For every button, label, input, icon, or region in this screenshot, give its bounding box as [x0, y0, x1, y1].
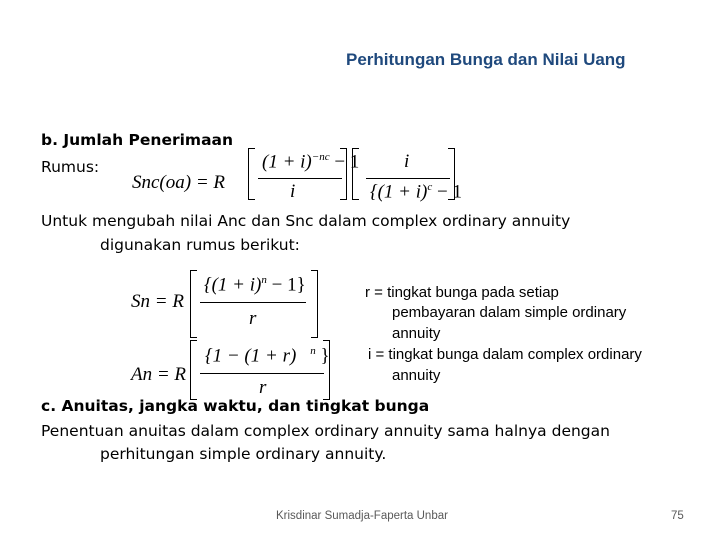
formula-sn-right-bracket	[311, 270, 318, 338]
note-r-line-1: r = tingkat bunga pada setiap	[365, 284, 559, 301]
note-r-line-2: pembayaran dalam simple ordinary	[392, 304, 627, 321]
formula-an-fraction-line	[200, 373, 324, 374]
formula-snc-right-bracket-2	[448, 148, 455, 200]
note-i-line-2: annuity	[392, 367, 441, 384]
formula-snc-fraction-line-1	[258, 178, 342, 179]
rumus-label: Rumus:	[41, 158, 100, 176]
formula-snc-right-bracket-1	[340, 148, 347, 200]
formula-snc-numerator-1: $(1 + i)^{-nc} - 1$	[262, 151, 360, 173]
formula-an-lhs: An = R	[131, 364, 187, 385]
footer-page-number: 75	[671, 510, 684, 522]
section-c-heading: c. Anuitas, jangka waktu, dan tingkat bunga	[41, 397, 430, 415]
formula-snc-lhs: Snc(oa) = R	[132, 172, 226, 193]
formula-sn-denominator: r	[249, 308, 257, 329]
formula-sn-lhs: Sn = R	[131, 291, 184, 312]
paragraph-1-line-1: Untuk mengubah nilai Anc dan Snc dalam complex ordinary annuity	[41, 212, 571, 230]
formula-snc-left-bracket-2	[352, 148, 359, 200]
formula-sn-numerator: $\{(1 + i)^n - 1\}$	[204, 274, 306, 296]
formula-sn-left-bracket	[190, 270, 197, 338]
formula-snc-numerator-2: i	[404, 151, 410, 172]
footer-author: Krisdinar Sumadja-Faperta Unbar	[276, 510, 448, 522]
formula-an-denominator: r	[259, 377, 267, 398]
section-b-heading: b. Jumlah Penerimaan	[41, 131, 234, 149]
formula-snc-fraction-line-2	[366, 178, 450, 179]
formula-an-numerator: {1 − (1 + r) $^n$ }	[205, 345, 330, 367]
formula-snc-left-bracket-1	[248, 148, 255, 200]
formula-sn-fraction-line	[200, 302, 306, 303]
slide-title: Perhitungan Bunga dan Nilai Uang	[346, 50, 626, 69]
paragraph-2-line-1: Penentuan anuitas dalam complex ordinary annuity sama halnya dengan	[41, 422, 610, 440]
note-i-line-1: i = tingkat bunga dalam complex ordinary	[368, 346, 642, 363]
paragraph-1-line-2: digunakan rumus berikut:	[100, 236, 300, 254]
formula-snc-denominator-1: i	[290, 181, 296, 202]
paragraph-2-line-2: perhitungan simple ordinary annuity.	[100, 445, 387, 463]
formula-an-left-bracket	[190, 340, 197, 400]
formula-an-right-bracket	[323, 340, 330, 400]
formula-snc-denominator-2: {$(1 + i)^c - 1$	[370, 181, 462, 203]
note-r-line-3: annuity	[392, 325, 441, 342]
